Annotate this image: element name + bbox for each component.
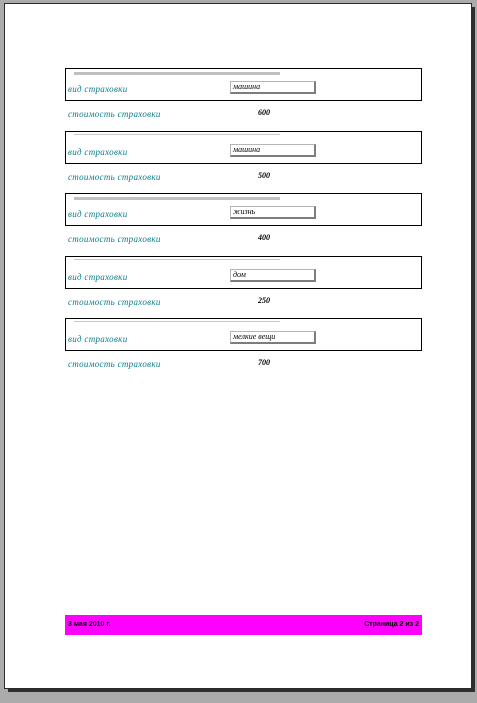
footer-date: 3 мая 2010 г. [68,621,111,628]
insurance-type-label: вид страховки [68,84,128,94]
insurance-cost-value: 250 [258,296,270,305]
record-separator-bar [74,197,280,200]
cost-row [65,101,422,129]
report-record [65,193,422,254]
record-separator-bar [74,321,280,322]
report-record [65,68,422,129]
record-detail-box [65,193,422,226]
insurance-cost-label: стоимость страховки [68,172,161,182]
record-separator-bar [74,72,280,75]
report-page [4,3,472,689]
insurance-cost-value: 500 [258,171,270,180]
cost-row [65,164,422,192]
report-record [65,256,422,317]
insurance-cost-label: стоимость страховки [68,109,161,119]
cost-row [65,289,422,317]
insurance-cost-label: стоимость страховки [68,359,161,369]
insurance-cost-label: стоимость страховки [68,234,161,244]
insurance-cost-value: 700 [258,358,270,367]
page-footer [65,615,422,635]
record-separator-bar [74,134,280,135]
insurance-type-value: машина [230,144,316,157]
insurance-cost-label: стоимость страховки [68,297,161,307]
cost-row [65,351,422,379]
report-record [65,318,422,379]
insurance-cost-value: 400 [258,233,270,242]
report-record [65,131,422,192]
record-separator-bar [74,259,280,260]
insurance-type-label: вид страховки [68,147,128,157]
insurance-type-label: вид страховки [68,272,128,282]
page-shadow [8,689,475,692]
record-detail-box [65,131,422,164]
insurance-cost-value: 600 [258,108,270,117]
cost-row [65,226,422,254]
insurance-type-label: вид страховки [68,209,128,219]
record-detail-box [65,68,422,101]
insurance-type-value: жизнь [230,206,316,219]
insurance-type-value: мелкие вещи [230,331,316,344]
footer-page-number: Страница 2 из 2 [364,621,419,628]
record-detail-box [65,318,422,351]
insurance-type-value: машина [230,81,316,94]
record-detail-box [65,256,422,289]
page-shadow [472,7,475,690]
insurance-type-value: дом [230,269,316,282]
insurance-type-label: вид страховки [68,334,128,344]
